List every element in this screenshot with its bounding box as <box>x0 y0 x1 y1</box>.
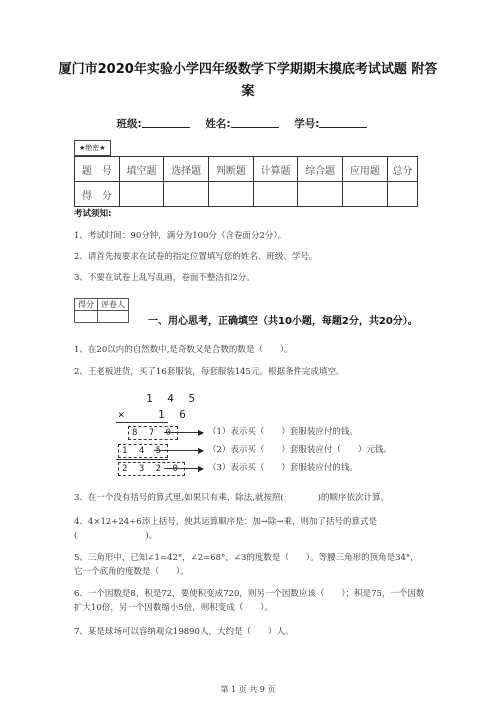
score-header-cell: 判断题 <box>209 157 254 182</box>
score-cell <box>164 182 209 207</box>
calc-note-2: （2）表示买（ ）套服装应付（ ）元钱。 <box>208 445 392 455</box>
name-blank <box>231 117 279 128</box>
multiplicand: 1 4 5 <box>146 392 200 405</box>
student-info-line <box>0 116 496 131</box>
score-cell <box>298 182 343 207</box>
score-table-score-row <box>75 182 418 207</box>
grader-name-cell <box>98 311 129 323</box>
notice-item: 3、不要在试卷上乱写乱画，卷面不整洁扣2分。 <box>74 273 255 283</box>
question-5-continued: 它一个底角的度数是（ ）。 <box>74 567 189 577</box>
score-cell <box>119 182 164 207</box>
class-label: 班级: <box>116 118 142 130</box>
arrow-line-3 <box>164 468 202 469</box>
score-header-cell: 应用题 <box>343 157 388 182</box>
question-4: 4、4×12+24÷6添上括号，使其运算顺序是：加→除→乘，则加了括号的算式是 <box>74 517 377 527</box>
grader-score-cell <box>75 311 98 323</box>
question-1: 1、在20以内的自然数中,是奇数又是合数的数是（ ）。 <box>74 345 293 355</box>
class-blank <box>142 117 190 128</box>
final-product: 2 3 2 0 <box>118 462 185 476</box>
calc-note-3: （3）表示买（ ）套服装应付的钱。 <box>208 463 358 473</box>
score-cell <box>343 182 388 207</box>
arrow-head-icon: ▶ <box>198 428 205 437</box>
grader-box <box>74 298 129 323</box>
score-cell <box>387 182 417 207</box>
question-6-continued: 扩大10倍，另一个因数缩小5倍，则积变成（ ）。 <box>74 603 273 613</box>
section-title: 一、用心思考，正确填空（共10小题，每题2分，共20分）。 <box>148 316 418 327</box>
score-header-cell: 综合题 <box>298 157 343 182</box>
document-title: 厦门市2020年实验小学四年级数学下学期期末摸底考试试题 附答 <box>58 62 438 77</box>
arrow-line-2 <box>154 450 202 451</box>
notice-heading: 考试须知: <box>74 209 112 219</box>
multiplier: 1 6 <box>158 408 190 421</box>
notice-item: 1、考试时间：90分钟，满分为100分（含卷面分2分）。 <box>74 231 287 241</box>
score-table-header-row <box>75 157 418 182</box>
question-5: 5、三角形中，已知∠1=42°，∠2=68°，∠3的度数是（ ）。等腰三角形的顶角是34°， <box>74 553 419 563</box>
partial-product-2: 1 4 5 <box>118 444 168 458</box>
arrow-head-icon: ▶ <box>198 464 205 473</box>
page-footer: 第 1 页 共 9 页 <box>220 685 276 694</box>
score-table <box>74 156 418 207</box>
name-label: 姓名: <box>205 118 231 130</box>
calc-note-1: （1）表示买（ ）套服装应付的钱。 <box>208 427 358 437</box>
calc-underline <box>116 459 168 460</box>
score-row-label: 得 分 <box>75 182 120 207</box>
notice-item: 2、请首先按要求在试卷的指定位置填写您的姓名、班级、学号。 <box>74 252 318 262</box>
arrow-head-icon: ▶ <box>198 446 205 455</box>
score-header-cell: 选择题 <box>164 157 209 182</box>
score-header-cell: 题 号 <box>75 157 120 182</box>
grader-score-label: 得分 <box>75 299 98 311</box>
number-blank <box>319 117 367 128</box>
confidential-badge: ★绝密★ <box>74 140 111 156</box>
score-header-cell: 计算题 <box>253 157 298 182</box>
score-header-cell: 总分 <box>387 157 417 182</box>
question-3: 3、在一个没有括号的算式里,如果只有乘、除法,就按照( )的顺序依次计算。 <box>74 493 389 503</box>
score-cell <box>209 182 254 207</box>
question-7: 7、某是球场可以容纳观众19890人，大约是（ ）人。 <box>74 627 294 637</box>
score-header-cell: 填空题 <box>119 157 164 182</box>
question-2: 2、王老板进货，买了16套服装，每套服装145元。根据条件完成填空。 <box>74 367 345 377</box>
multiply-sign: × <box>118 408 125 421</box>
question-4-continued: ( )。 <box>74 531 158 541</box>
score-cell <box>253 182 298 207</box>
arrow-line-1 <box>164 432 202 433</box>
calc-underline <box>116 422 168 423</box>
grader-name-label: 评卷人 <box>98 299 129 311</box>
number-label: 学号: <box>294 118 320 130</box>
partial-product-1: 8 7 0 <box>128 426 178 440</box>
document-title-continued: 案 <box>241 84 255 99</box>
question-6: 6、一个因数是8，积是72，要使积变成720，则另一个因数应该（ ）；积是75，一个因数 <box>74 589 425 599</box>
